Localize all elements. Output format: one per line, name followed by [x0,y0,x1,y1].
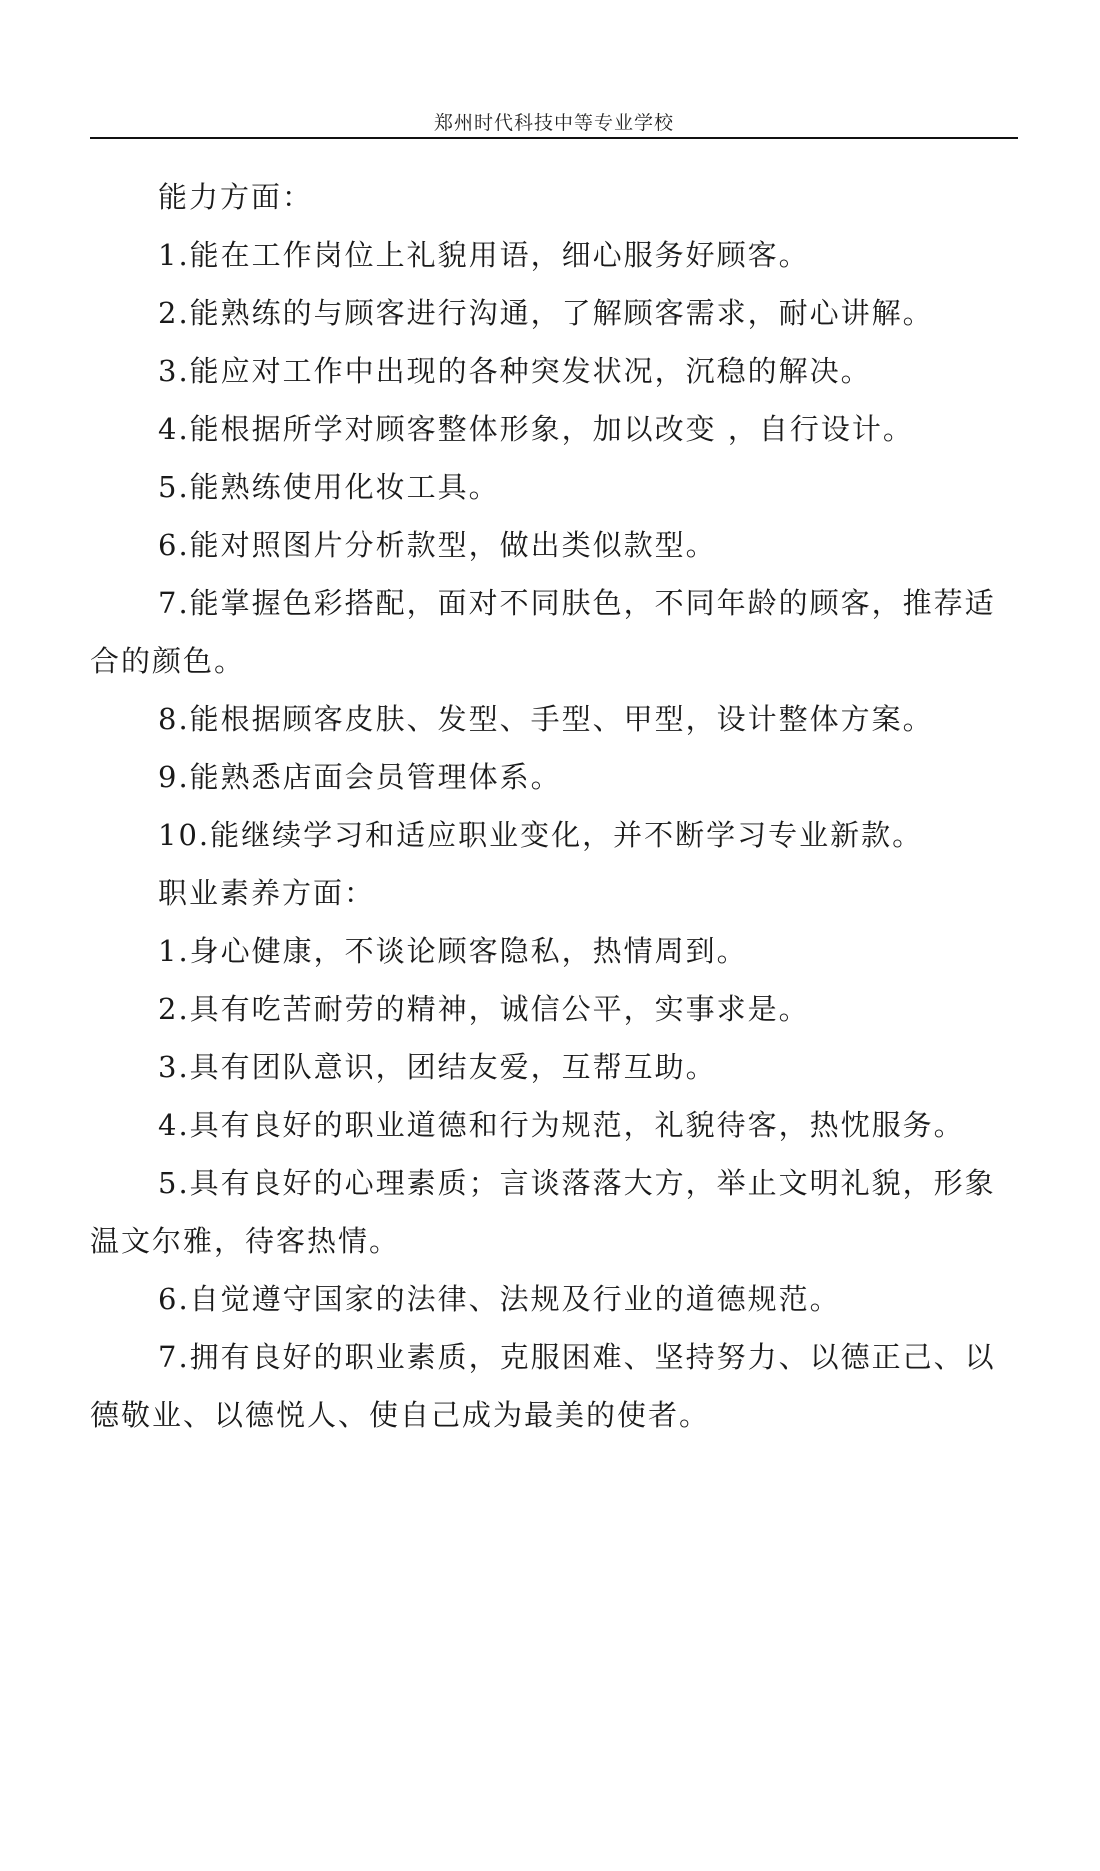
ability-item-3: 3.能应对工作中出现的各种突发状况，沉稳的解决。 [158,354,872,388]
ability-item-6: 6.能对照图片分析款型，做出类似款型。 [158,528,717,562]
quality-item-7: 7.拥有良好的职业素质，克服困难、坚持努力、以德正己、以德敬业、以德悦人、使自己成为最美的使者。 [90,1340,996,1432]
quality-item-5: 5.具有良好的心理素质；言谈落落大方，举止文明礼貌，形象温文尔雅，待客热情。 [90,1166,996,1258]
quality-item-6: 6.自觉遵守国家的法律、法规及行业的道德规范。 [158,1282,841,1316]
ability-item-7: 7.能掌握色彩搭配，面对不同肤色，不同年龄的顾客，推荐适合的颜色。 [90,586,996,678]
ability-item-2: 2.能熟练的与顾客进行沟通，了解顾客需求，耐心讲解。 [158,296,934,330]
quality-item-1: 1.身心健康，不谈论顾客隐私，热情周到。 [158,934,748,968]
ability-item-5: 5.能熟练使用化妆工具。 [158,470,500,504]
ability-item-1: 1.能在工作岗位上礼貌用语，细心服务好顾客。 [158,238,810,272]
ability-item-8: 8.能根据顾客皮肤、发型、手型、甲型，设计整体方案。 [158,702,934,736]
page-header-school-name: 郑州时代科技中等专业学校 [433,112,674,134]
section-heading-professional-qualities: 职业素养方面： [158,876,376,910]
quality-item-3: 3.具有团队意识，团结友爱，互帮互助。 [158,1050,717,1084]
ability-item-10: 10.能继续学习和适应职业变化，并不断学习专业新款。 [158,818,924,852]
ability-item-4: 4.能根据所学对顾客整体形象，加以改变 ，自行设计。 [158,412,914,446]
quality-item-2: 2.具有吃苦耐劳的精神，诚信公平，实事求是。 [158,992,810,1026]
section-heading-abilities: 能力方面： [158,180,314,214]
ability-item-9: 9.能熟悉店面会员管理体系。 [158,760,562,794]
header-divider [90,137,1018,139]
quality-item-4: 4.具有良好的职业道德和行为规范，礼貌待客，热忱服务。 [158,1108,965,1142]
document-body [90,168,1018,1444]
